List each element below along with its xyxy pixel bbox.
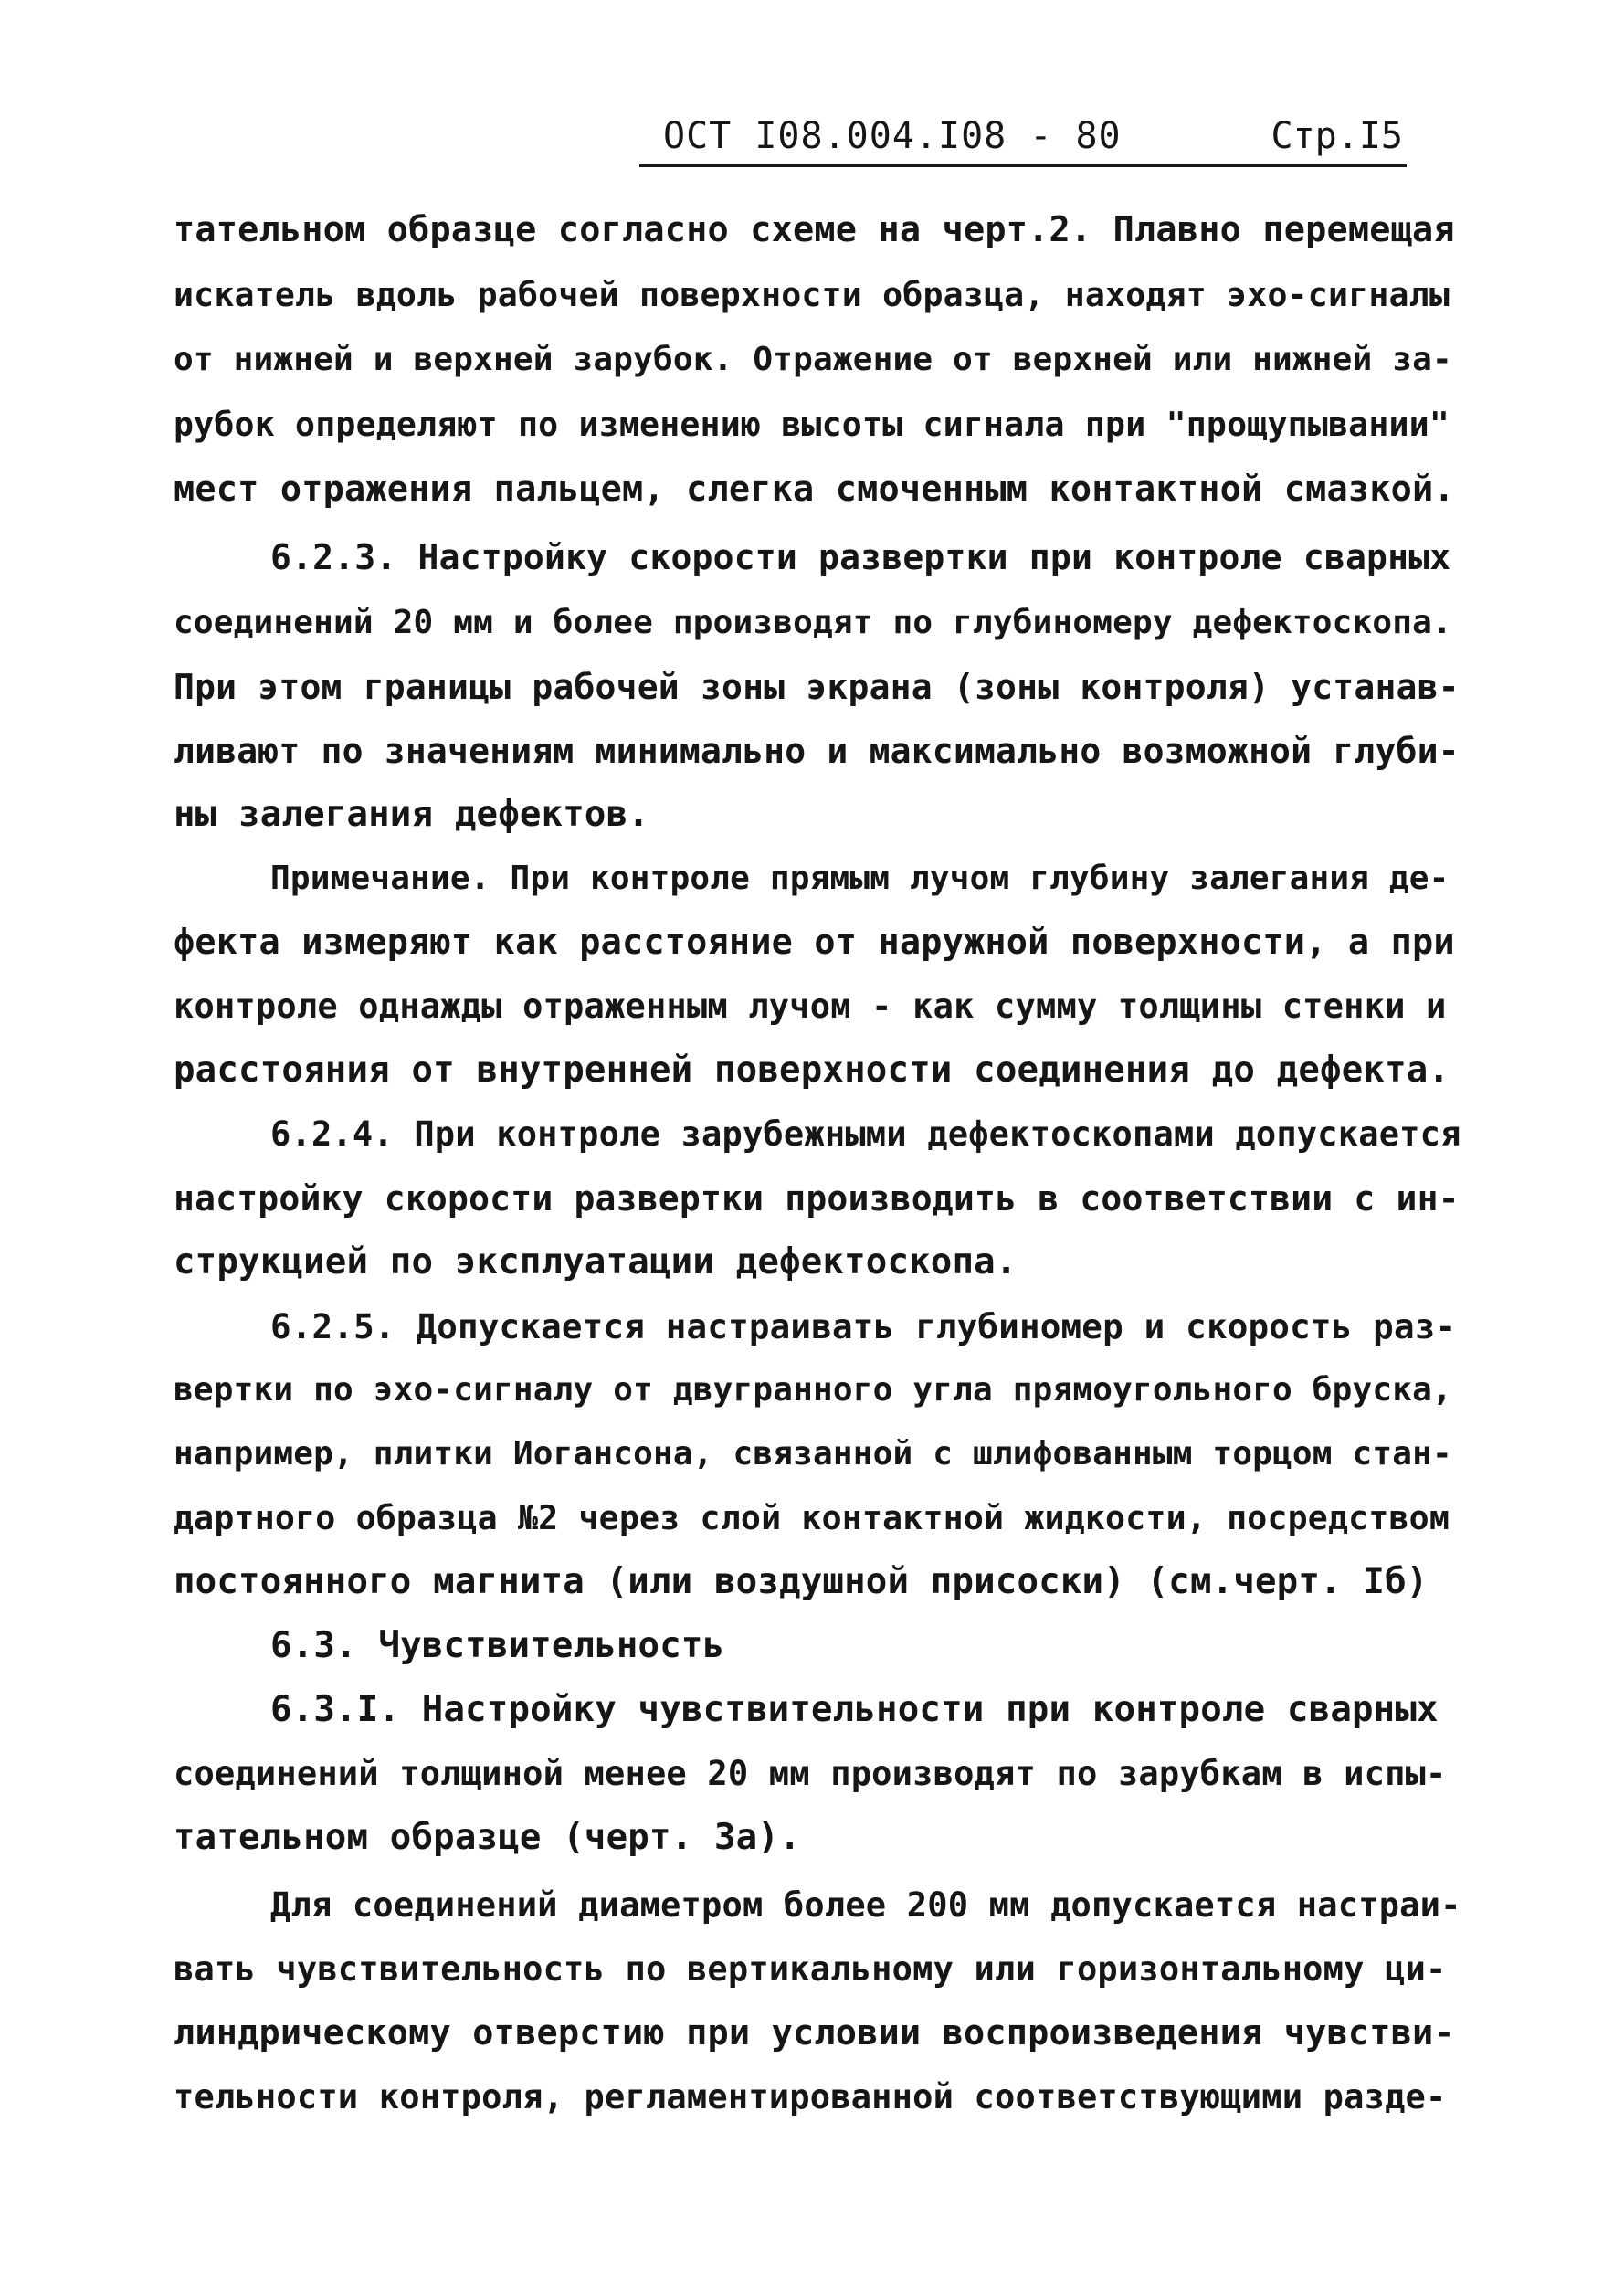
text-line: контроле однажды отраженным лучом - как сумму толщины стенки и <box>174 987 1447 1026</box>
text-line: постоянного магнита (или воздушной присоски) (см.черт. Iб) <box>174 1561 1429 1602</box>
text-line: 6.2.4. При контроле зарубежными дефектоскопами допускается <box>270 1114 1461 1154</box>
text-line: расстояния от внутренней поверхности соединения до дефекта. <box>174 1050 1450 1091</box>
text-line: мест отражения пальцем, слегка смоченным контактной смазкой. <box>174 469 1455 510</box>
section-heading: 6.3. Чувствительность <box>270 1625 725 1666</box>
text-line: При этом границы рабочей зоны экрана (зоны контроля) устанав- <box>174 667 1460 707</box>
text-line: соединений 20 мм и более производят по глубиномеру дефектоскопа. <box>174 604 1452 641</box>
text-line: рубок определяют по изменению высоты сигнала при "прощупывании" <box>174 405 1450 444</box>
text-line: вертки по эхо-сигналу от двугранного угла прямоугольного бруска, <box>174 1371 1452 1409</box>
text-line: настройку скорости развертки производить в соответствии с ин- <box>174 1178 1460 1219</box>
document-code: ОСТ I08.004.I08 - 80 <box>663 115 1122 157</box>
text-line: 6.2.5. Допускается настраивать глубиномер и скорость раз- <box>270 1306 1457 1346</box>
text-line: линдрическому отверстию при условии воспроизведения чувстви- <box>174 2012 1455 2054</box>
text-line: Примечание. При контроле прямым лучом глубину залегания де- <box>270 860 1450 897</box>
text-line: дартного образца №2 через слой контактной жидкости, посредством <box>174 1498 1450 1537</box>
text-line: фекта измеряют как расстояние от наружной поверхности, а при <box>174 922 1455 963</box>
text-line: струкцией по эксплуатации дефектоскопа. <box>174 1241 1018 1283</box>
page-number: Стр.I5 <box>1271 115 1403 157</box>
text-line: соединений толщиной менее 20 мм производят по зарубкам в испы- <box>174 1754 1447 1793</box>
page-header <box>639 108 1407 167</box>
text-line: тельности контроля, регламентированной соответствующими разде- <box>174 2077 1447 2117</box>
text-line: вать чувствительность по вертикальному или горизонтальному ци- <box>174 1949 1447 1989</box>
text-line: 6.2.3. Настройку скорости развертки при контроле сварных <box>270 537 1451 577</box>
text-line: искатель вдоль рабочей поверхности образца, находят эхо-сигналы <box>174 275 1450 314</box>
text-line: Для соединений диаметром более 200 мм допускается настраи- <box>270 1885 1461 1925</box>
text-line: ны залегания дефектов. <box>174 794 649 835</box>
text-line: 6.3.I. Настройку чувствительности при контроле сварных <box>270 1689 1439 1730</box>
text-line: ливают по значениям минимально и максимально возможной глуби- <box>174 731 1460 771</box>
text-line: например, плитки Иогансона, связанной с шлифованным торцом стан- <box>174 1435 1452 1473</box>
text-line: от нижней и верхней зарубок. Отражение от верхней или нижней за- <box>174 341 1452 378</box>
text-line: тательном образце согласно схеме на черт.2. Плавно перемещая <box>174 209 1455 250</box>
text-line: тательном образце (черт. 3а). <box>174 1817 801 1858</box>
